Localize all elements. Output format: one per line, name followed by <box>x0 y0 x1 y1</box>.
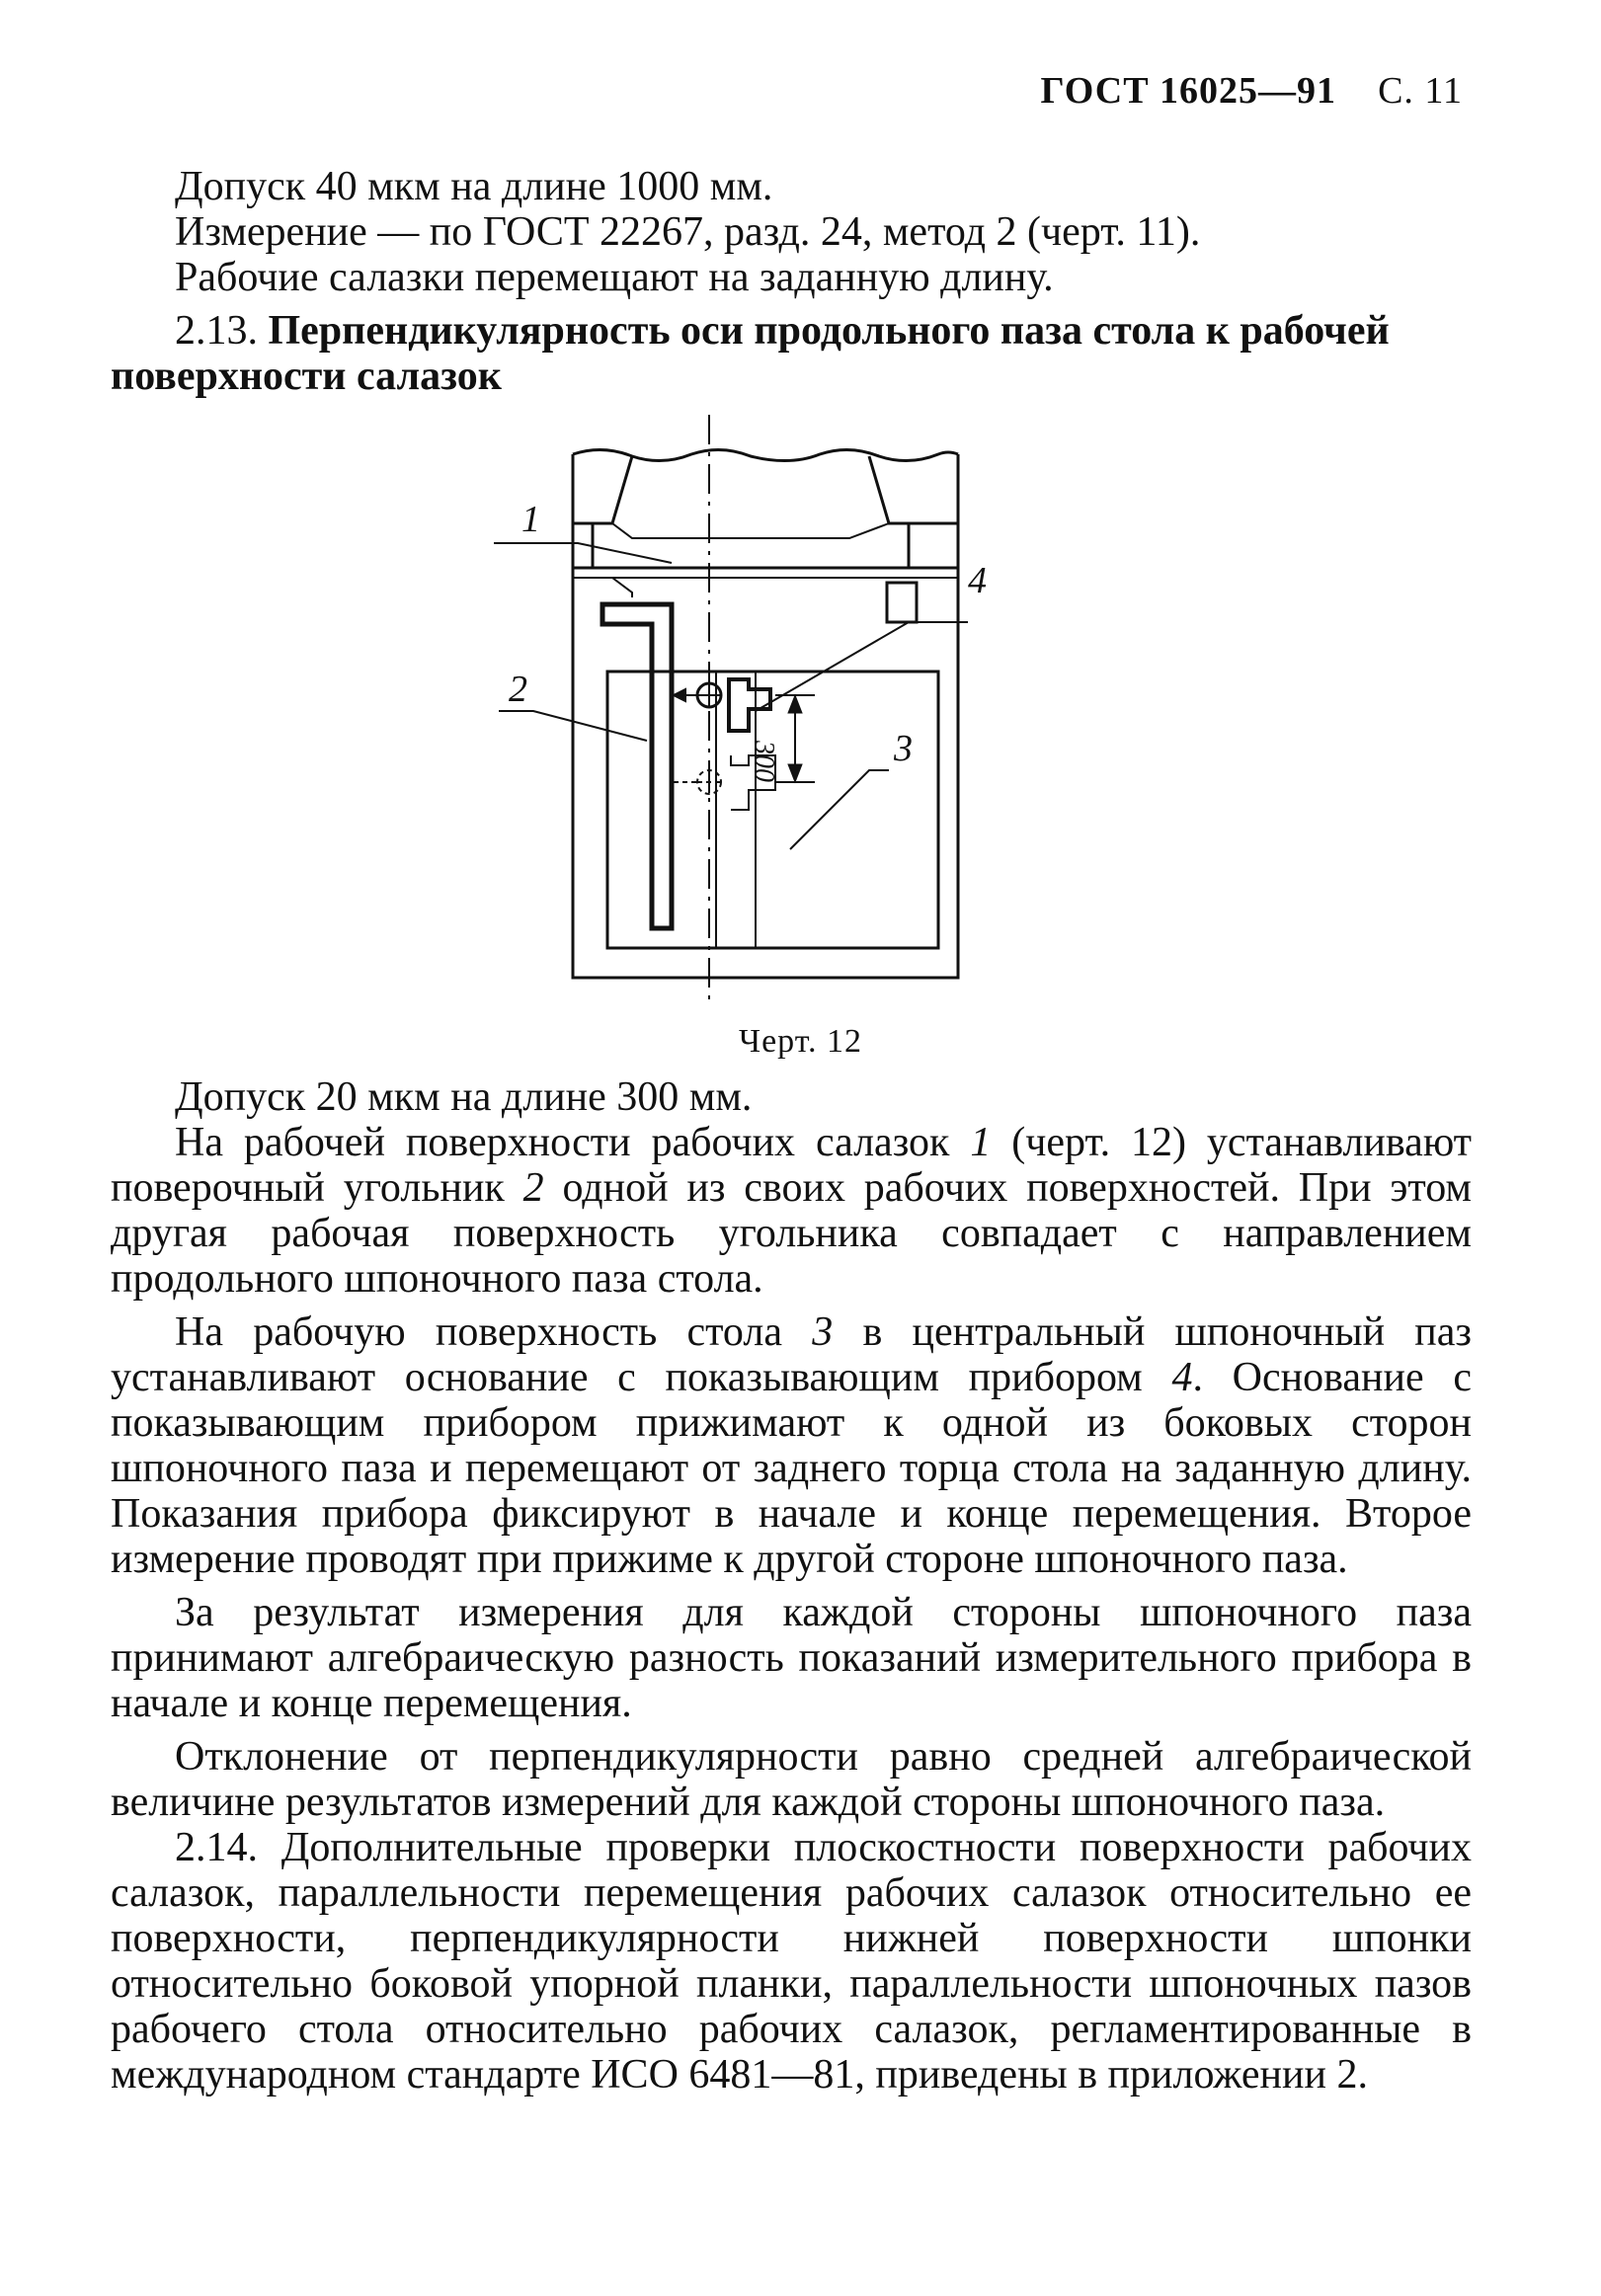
intro-block <box>111 164 1472 399</box>
measurement-line: Измерение — по ГОСТ 22267, разд. 24, метод 2 (черт. 11). <box>175 209 1201 255</box>
page-header <box>1041 69 1463 113</box>
dimension-300: 300 <box>749 741 779 782</box>
label-2: 2 <box>509 669 527 710</box>
movement-line: Рабочие салазки перемещают на заданную длину. <box>175 255 1054 300</box>
section-2-13-heading <box>111 308 1472 399</box>
drawing-12 <box>474 415 1027 1007</box>
paragraph-2-14: 2.14. Дополнительные проверки плоскостности поверхности рабочих салазок, параллельности перемещения рабочих салазок относительно ее поверхности, перпендикулярности нижней поверхности шпонки относительно боковой упорной планки, параллельности шпоночных пазов рабочего стола относительно рабочих салазок, регламентированные в международном стандарте ИСО 6481—81, приведены в приложении 2. <box>111 1825 1472 2098</box>
section-title: Перпендикулярность оси продольного паза стола к рабочей поверхности салазок <box>111 308 1390 399</box>
slide-body <box>573 456 958 568</box>
standard-number: ГОСТ 16025—91 <box>1040 70 1337 112</box>
label-1: 1 <box>521 499 540 540</box>
leader-4 <box>756 622 968 711</box>
page-number: С. 11 <box>1378 70 1463 112</box>
table-outline <box>607 672 938 948</box>
leader-1 <box>494 543 672 563</box>
tolerance-line-2: Допуск 20 мкм на длине 300 мм. <box>175 1074 753 1120</box>
figure-caption: Черт. 12 <box>738 1023 863 1060</box>
label-4: 4 <box>968 560 987 601</box>
label-3: 3 <box>894 728 913 769</box>
square-2 <box>602 604 672 928</box>
tolerance-line-1: Допуск 40 мкм на длине 1000 мм. <box>175 164 773 209</box>
paragraph-4: Отклонение от перпендикулярности равно средней алгебраической величине результатов измерений для каждой стороны шпоночного паза. <box>111 1734 1472 1825</box>
paragraph-2: На рабочую поверхность стола 3 в центральный шпоночный паз устанавливают основание с показывающим прибором 4. Основание с показывающим прибором прижимают к одной из боковых сторон шпоночного паза и перемещают от заднего торца стола на заданную длину. Показания прибора фиксируют в начале и конце перемещения. Второе измерение проводят при прижиме к другой стороне шпоночного паза. <box>111 1309 1473 1582</box>
right-block <box>887 583 917 622</box>
slide-outline <box>573 454 958 978</box>
main-block <box>111 1074 1472 2098</box>
paragraph-3: За результат измерения для каждой стороны шпоночного паза принимают алгебраическую разность показаний измерительного прибора в начале и конце перемещения. <box>111 1590 1472 1726</box>
section-number: 2.13. <box>175 308 258 354</box>
paragraph-1: На рабочей поверхности рабочих салазок 1 (черт. 12) устанавливают поверочный угольник 2 одной из своих рабочих поверхностей. При этом другая рабочая поверхность угольника совпадает с направлением продольного шпоночного паза стола. <box>111 1120 1473 1302</box>
